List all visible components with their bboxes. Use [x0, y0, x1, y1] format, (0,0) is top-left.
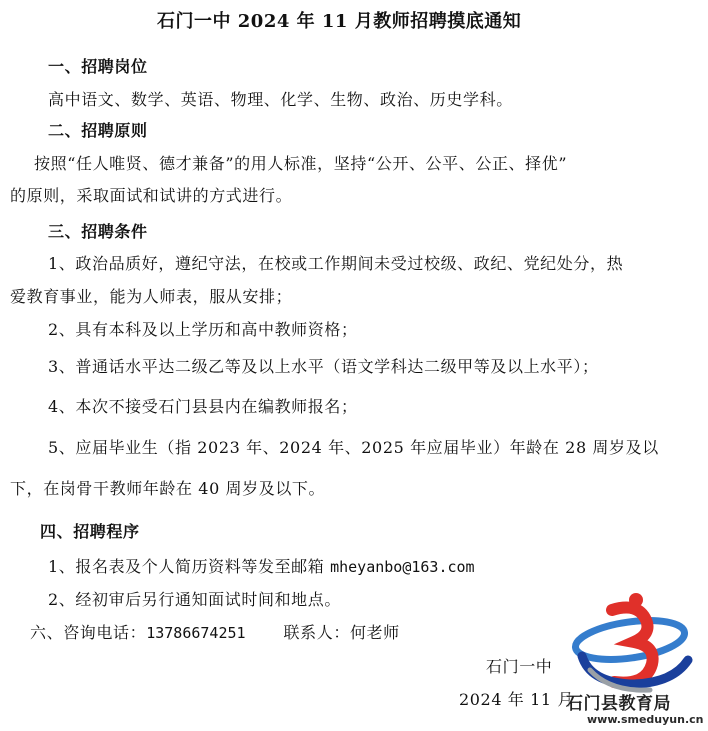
contact-person-label: 联系人：: [283, 623, 350, 642]
section-heading-procedure: 四、招聘程序: [40, 522, 140, 541]
signature-date: 2024 年 11 月: [459, 690, 574, 709]
section-heading-principles: 二、招聘原则: [48, 121, 148, 140]
contact-phone: 13786674251: [146, 624, 246, 642]
condition-3: 3、普通话水平达二级乙等及以上水平（语文学科达二级甲等及以上水平）；: [48, 357, 599, 376]
condition-5-line-2: 下，在岗骨干教师年龄在 40 周岁及以下。: [10, 479, 326, 498]
condition-5-line-1: 5、应届毕业生（指 2023 年、2024 年、2025 年应届毕业）年龄在 28 周岁及以: [48, 438, 659, 457]
procedure-1: [48, 557, 475, 577]
signature-org: 石门一中: [486, 657, 553, 676]
contact-line: [30, 623, 400, 643]
page-title: 石门一中 2024 年 11 月教师招聘摸底通知: [157, 11, 522, 32]
contact-email[interactable]: mheyanbo@163.com: [330, 558, 475, 576]
procedure-2: 2、经初审后另行通知面试时间和地点。: [48, 590, 341, 609]
logo-url: www.smeduyun.cn: [587, 713, 704, 726]
condition-4: 4、本次不接受石门县县内在编教师报名；: [48, 397, 358, 416]
condition-2: 2、具有本科及以上学历和高中教师资格；: [48, 320, 358, 339]
section-heading-conditions: 三、招聘条件: [48, 222, 148, 241]
positions-text: 高中语文、数学、英语、物理、化学、生物、政治、历史学科。: [48, 90, 513, 109]
section-heading-positions: 一、招聘岗位: [48, 57, 148, 76]
contact-phone-label: 六、咨询电话：: [30, 623, 147, 642]
condition-1-line-2: 爱教育事业，能为人师表，服从安排；: [10, 287, 293, 306]
principles-line-1: 按照“任人唯贤、德才兼备”的用人标准，坚持“公开、公平、公正、择优”: [34, 154, 568, 173]
principles-line-2: 的原则，采取面试和试讲的方式进行。: [10, 186, 293, 205]
condition-1-line-1: 1、政治品质好，遵纪守法，在校或工作期间未受过校级、政纪、党纪处分，热: [48, 254, 624, 273]
contact-person-name: 何老师: [349, 623, 400, 642]
procedure-1-text: 1、报名表及个人简历资料等发至邮箱: [48, 557, 331, 576]
logo-wordmark: 石门县教育局: [566, 694, 671, 714]
